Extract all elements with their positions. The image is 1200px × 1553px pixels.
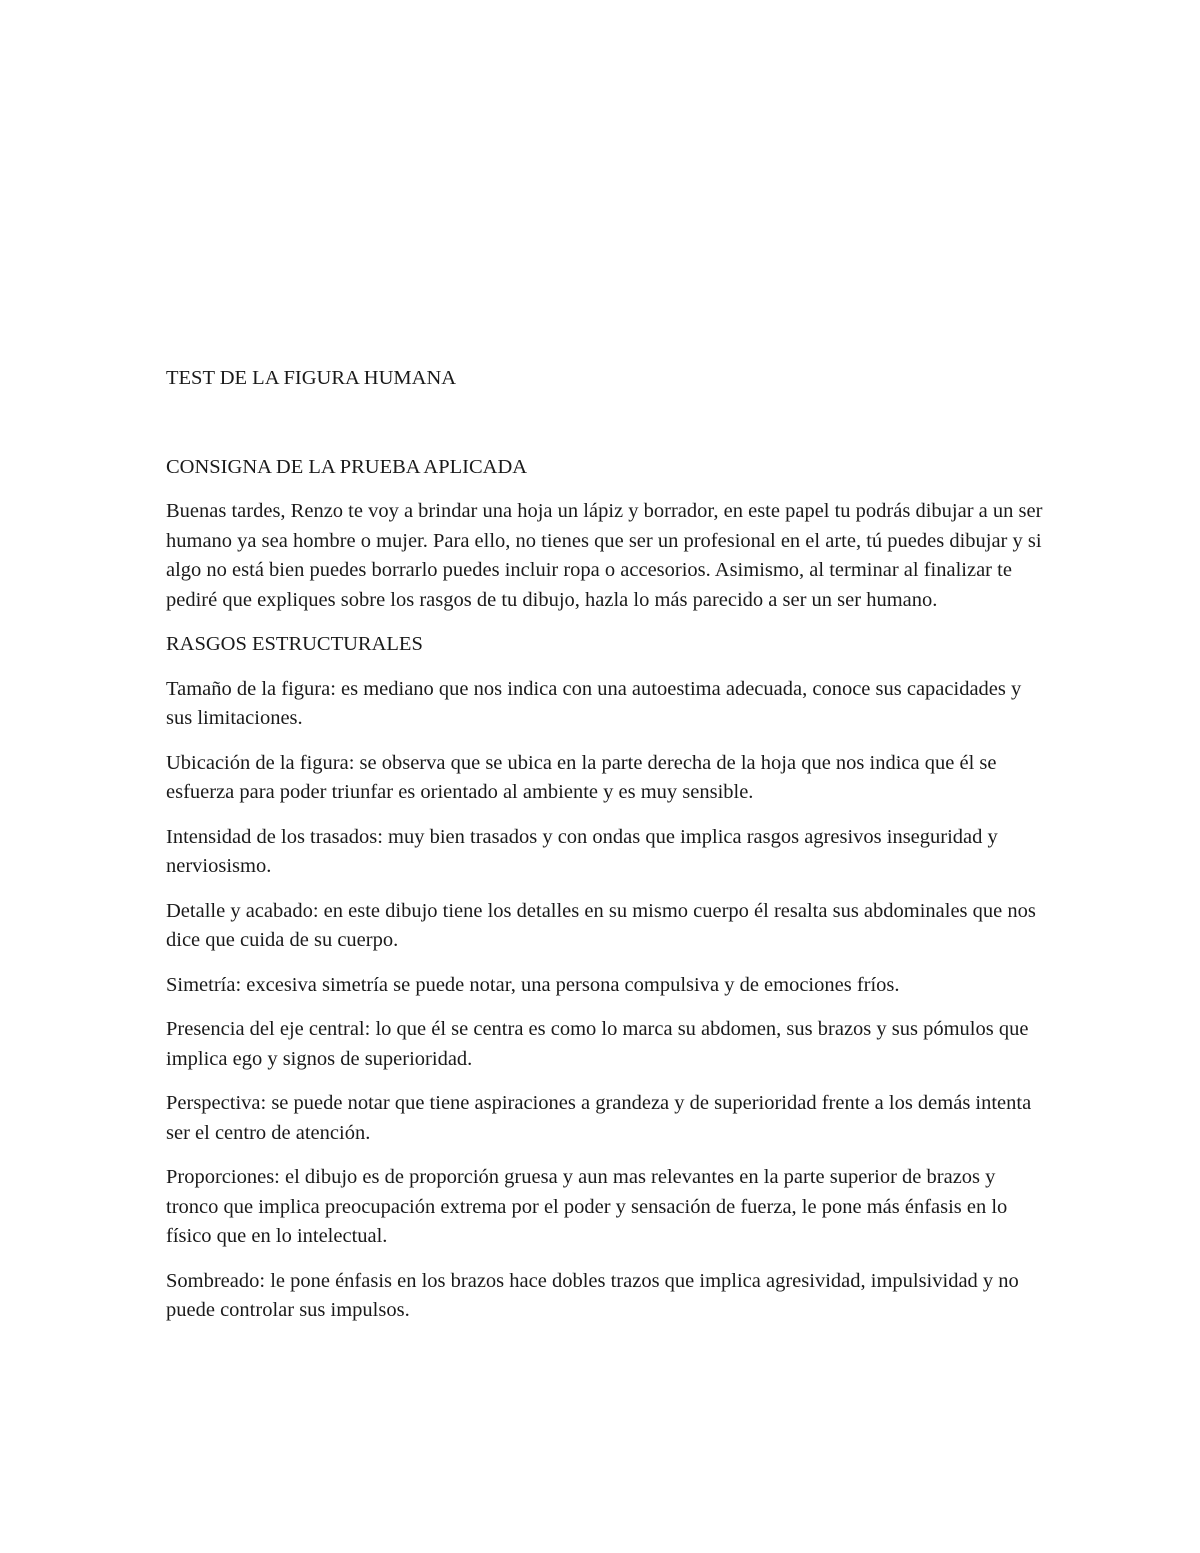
trait-proportions-paragraph: Proporciones: el dibujo es de proporción gruesa y aun mas relevantes en la parte superior de brazos y tronco que implica preocupación extrema por el poder y sensación de fuerza, le pone más énfasis en lo físico que en lo intelectual. [166, 1166, 1008, 1247]
trait-perspective-paragraph: Perspectiva: se puede notar que tiene aspiraciones a grandeza y de superioridad frente a los demás intenta ser el centro de atención. [166, 1092, 1032, 1144]
rasgos-heading: RASGOS ESTRUCTURALES [166, 633, 423, 655]
trait-shading-paragraph: Sombreado: le pone énfasis en los brazos hace dobles trazos que implica agresividad, impulsividad y no puede controlar sus impulsos. [166, 1269, 1019, 1321]
consigna-paragraph: Buenas tardes, Renzo te voy a brindar una hoja un lápiz y borrador, en este papel tu podrás dibujar a un ser humano ya sea hombre o mujer. Para ello, no tienes que ser un profesional en el arte, tú puedes dibujar y si algo no está bien puedes borrarlo puedes incluir ropa o accesorios. Asimismo, al terminar al finalizar te pediré que expliques sobre los rasgos de tu dibujo, hazla lo más parecido a ser un ser humano. [166, 500, 1043, 611]
document-body [166, 364, 1046, 1326]
trait-intensity-paragraph: Intensidad de los trasados: muy bien trasados y con ondas que implica rasgos agresivos inseguridad y nerviosismo. [166, 825, 998, 877]
trait-symmetry-paragraph: Simetría: excesiva simetría se puede notar, una persona compulsiva y de emociones fríos. [166, 973, 900, 996]
document-title: TEST DE LA FIGURA HUMANA [166, 367, 457, 389]
trait-size-paragraph: Tamaño de la figura: es mediano que nos indica con una autoestima adecuada, conoce sus capacidades y sus limitaciones. [166, 677, 1022, 729]
trait-location-paragraph: Ubicación de la figura: se observa que se ubica en la parte derecha de la hoja que nos indica que él se esfuerza para poder triunfar es orientado al ambiente y es muy sensible. [166, 751, 997, 803]
consigna-heading: CONSIGNA DE LA PRUEBA APLICADA [166, 455, 528, 478]
trait-detail-paragraph: Detalle y acabado: en este dibujo tiene los detalles en su mismo cuerpo él resalta sus abdominales que nos dice que cuida de su cuerpo. [166, 899, 1036, 951]
trait-central-axis-paragraph: Presencia del eje central: lo que él se centra es como lo marca su abdomen, sus brazos y sus pómulos que implica ego y signos de superioridad. [166, 1018, 1029, 1070]
